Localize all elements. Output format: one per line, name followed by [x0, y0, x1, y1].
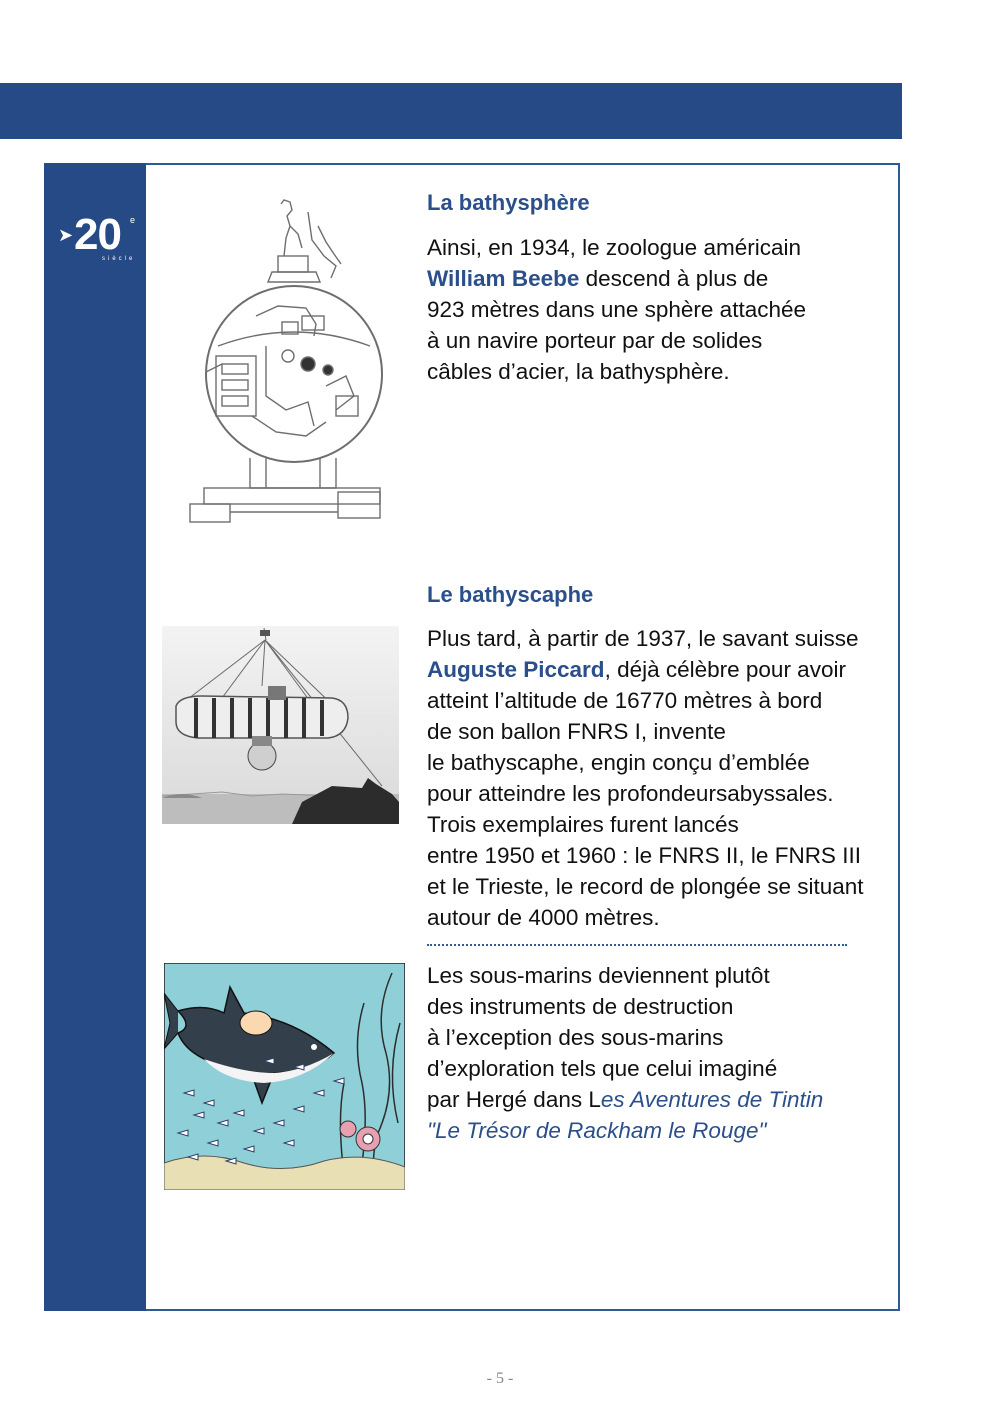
highlighted-name: Auguste Piccard	[427, 657, 605, 682]
section-text-tintin	[427, 960, 887, 1146]
text-span: Trois exemplaires furent lancés	[427, 812, 739, 837]
arrow-icon: ➤	[58, 225, 74, 245]
text-line	[427, 991, 887, 1022]
top-banner	[0, 83, 902, 139]
text-line	[427, 871, 887, 902]
text-line	[427, 623, 887, 654]
text-line	[427, 1053, 887, 1084]
text-line	[427, 1084, 887, 1115]
text-span: à un navire porteur par de solides	[427, 328, 763, 353]
text-span: , déjà célèbre pour avoir	[604, 657, 846, 682]
text-line	[427, 809, 887, 840]
section-text-bathyscaphe	[427, 623, 887, 933]
dotted-divider	[427, 944, 847, 946]
text-span: des instruments de destruction	[427, 994, 734, 1019]
text-span: et le Trieste, le record de plongée se situant	[427, 874, 864, 899]
text-line	[427, 840, 887, 871]
bathysphere-illustration	[186, 196, 401, 532]
text-line	[427, 1022, 887, 1053]
century-number: 20	[74, 210, 121, 259]
text-line	[427, 263, 887, 294]
text-span: pour atteindre les profondeursabyssales.	[427, 781, 834, 806]
bathyscaphe-photo	[162, 626, 399, 824]
text-line	[427, 1115, 887, 1146]
text-span: 923 mètres dans une sphère attachée	[427, 297, 807, 322]
text-span: par Hergé dans L	[427, 1087, 601, 1112]
century-word: siècle	[102, 256, 136, 262]
text-span: Plus tard, à partir de 1937, le savant suisse	[427, 626, 859, 651]
text-span: à l’exception des sous-marins	[427, 1025, 724, 1050]
text-span: atteint l’altitude de 16770 mètres à bord	[427, 688, 823, 713]
tintin-shark-submarine-illustration	[164, 963, 405, 1190]
text-line	[427, 960, 887, 991]
text-line	[427, 747, 887, 778]
highlighted-name: William Beebe	[427, 266, 580, 291]
text-span: de son ballon FNRS I, invente	[427, 719, 726, 744]
text-line	[427, 356, 887, 387]
text-span: entre 1950 et 1960 : le FNRS II, le FNRS III	[427, 843, 861, 868]
century-logo	[56, 212, 146, 267]
text-span: Ainsi, en 1934, le zoologue américain	[427, 235, 801, 260]
text-line	[427, 232, 887, 263]
side-band	[44, 163, 146, 1311]
section-text-bathysphere	[427, 232, 887, 387]
text-span: d’exploration tels que celui imaginé	[427, 1056, 778, 1081]
text-span: descend à plus de	[579, 266, 769, 291]
section-heading-bathysphere: La bathysphère	[427, 190, 590, 215]
text-line	[427, 778, 887, 809]
italic-title: es Aventures de Tintin	[600, 1087, 824, 1112]
text-line	[427, 294, 887, 325]
italic-title: "Le Trésor de Rackham le Rouge"	[427, 1118, 767, 1143]
text-span: autour de 4000 mètres.	[427, 905, 660, 930]
text-line	[427, 716, 887, 747]
text-line	[427, 325, 887, 356]
text-line	[427, 654, 887, 685]
text-line	[427, 902, 887, 933]
page-number: - 5 -	[486, 1370, 514, 1387]
text-span: câbles d’acier, la bathysphère.	[427, 359, 730, 384]
section-heading-bathyscaphe: Le bathyscaphe	[427, 582, 594, 607]
text-line	[427, 685, 887, 716]
text-span: le bathyscaphe, engin conçu d’emblée	[427, 750, 810, 775]
text-span: Les sous-marins deviennent plutôt	[427, 963, 770, 988]
century-superscript: e	[130, 215, 136, 225]
